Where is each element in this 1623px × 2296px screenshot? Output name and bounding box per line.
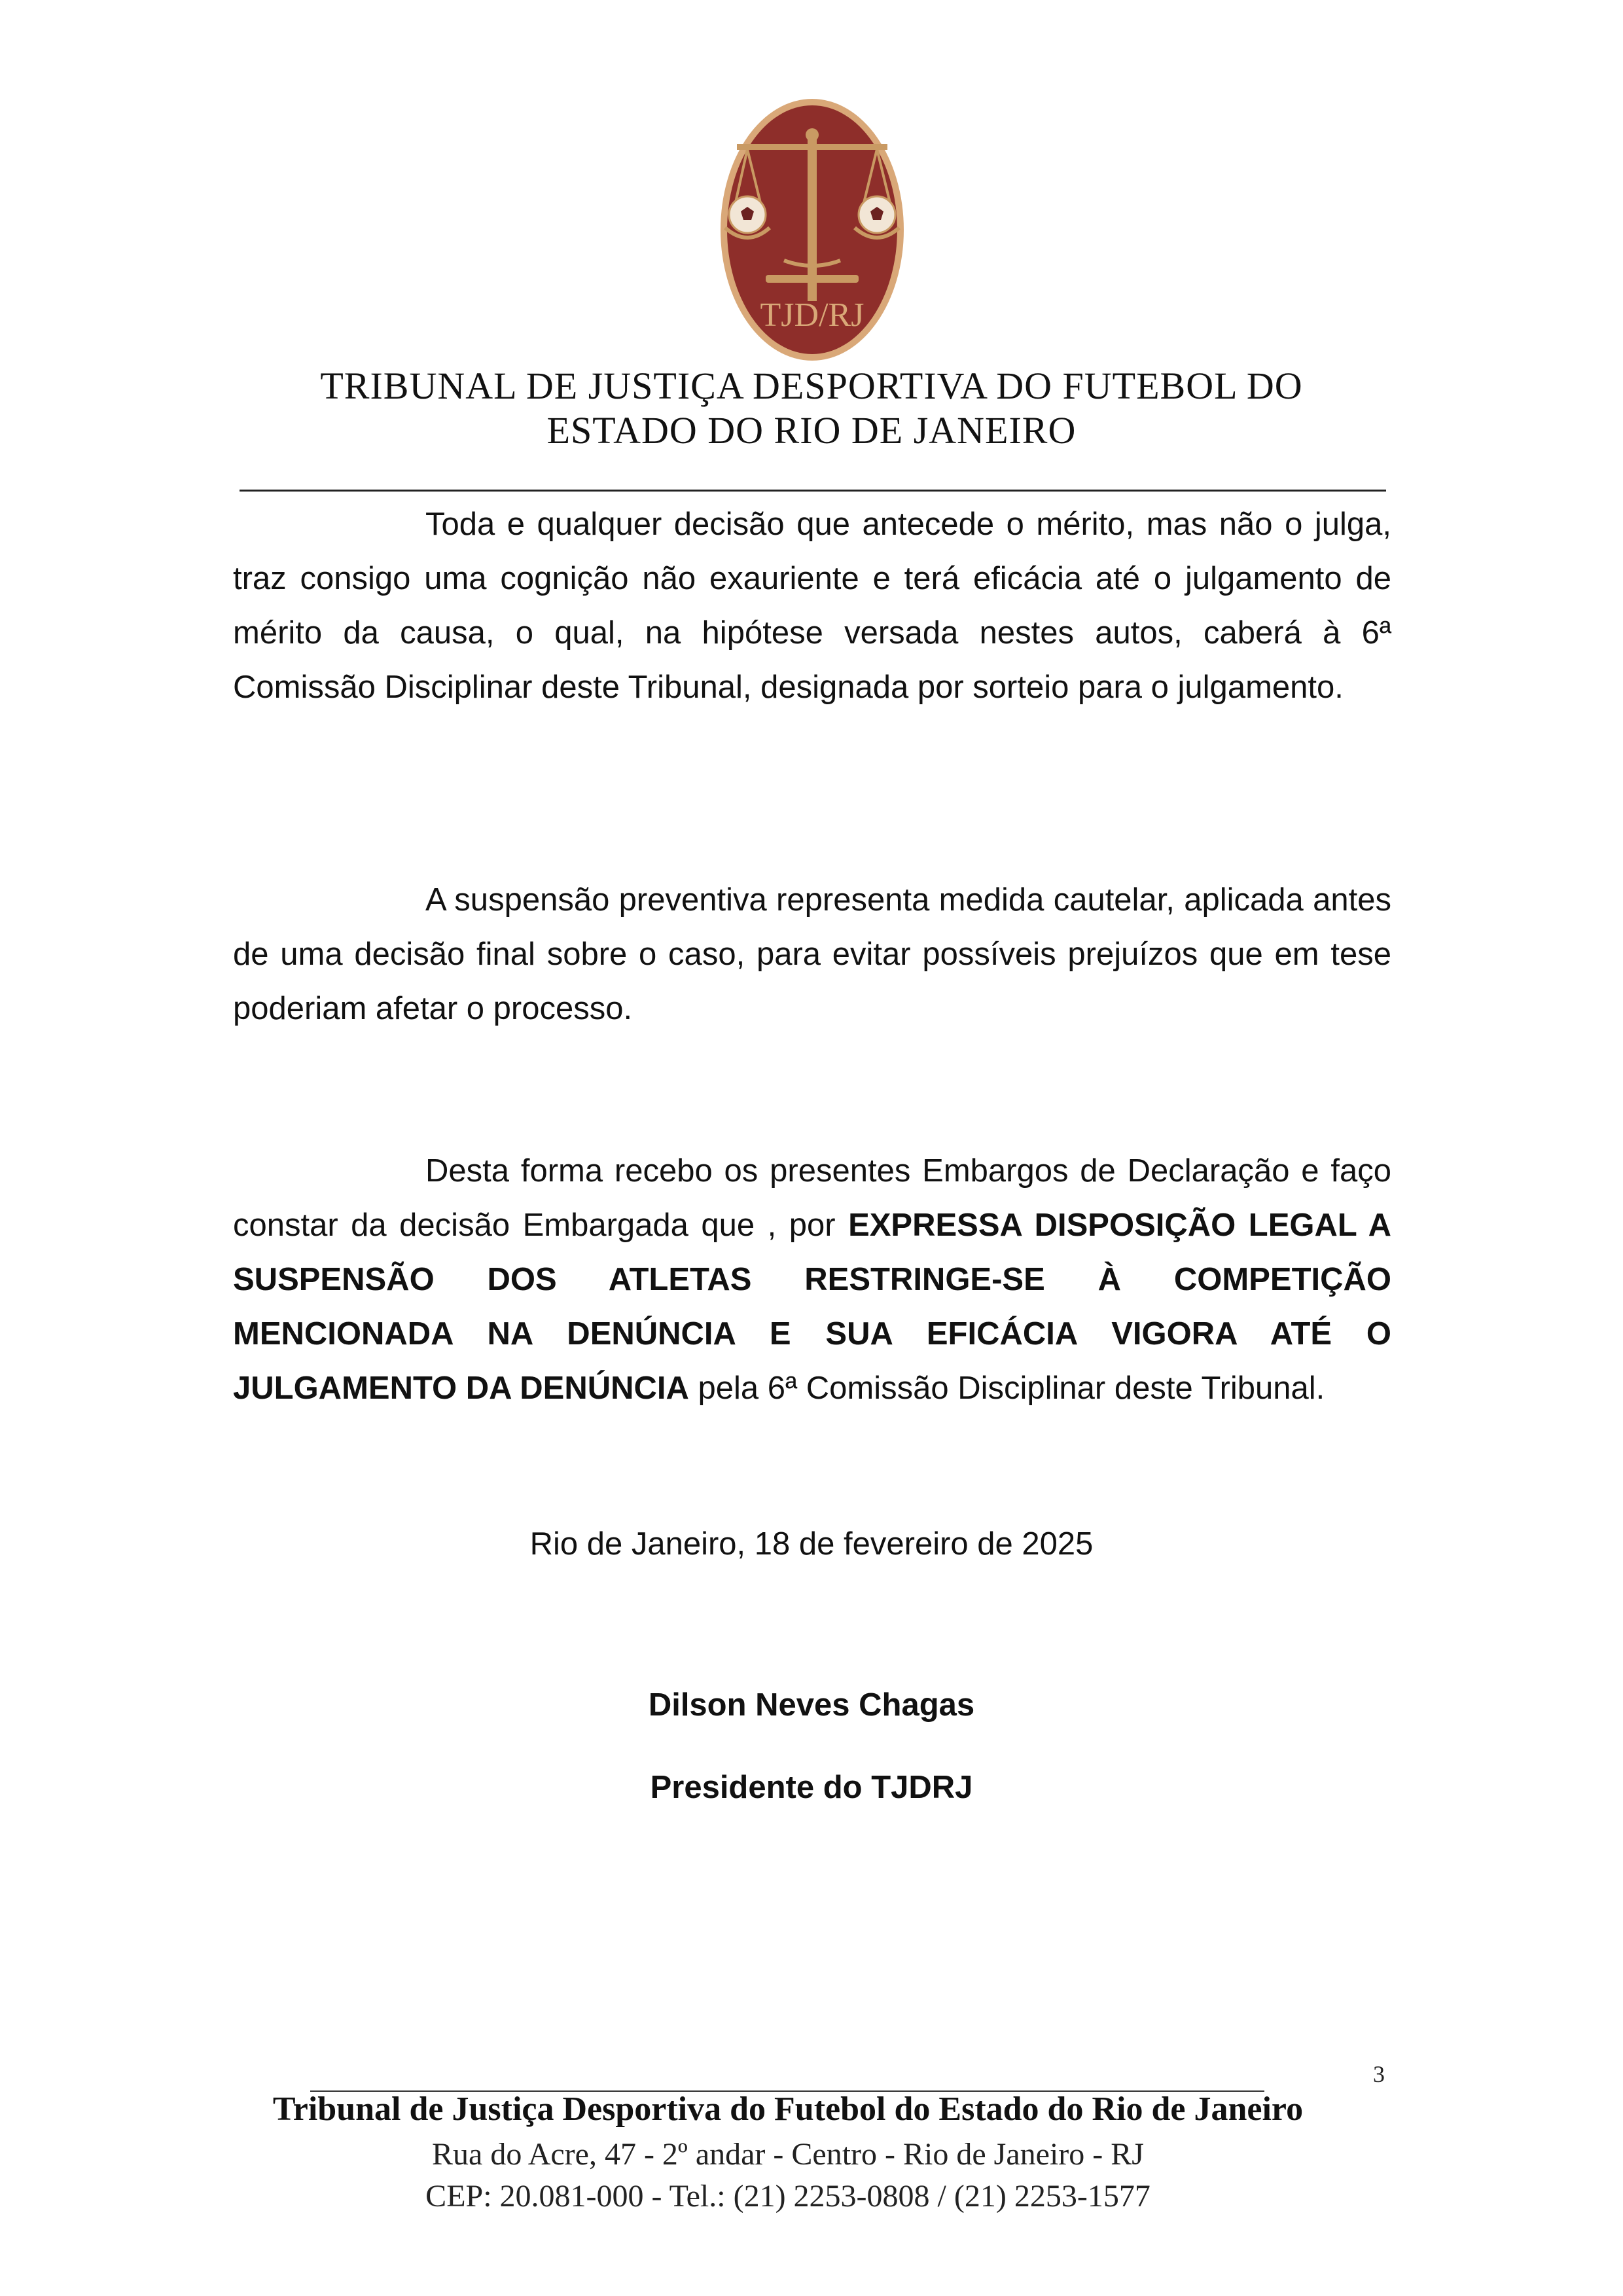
footer-address: Rua do Acre, 47 - 2º andar - Centro - Rio de Janeiro - RJ: [432, 2137, 1144, 2172]
paragraph-3: [233, 1144, 1391, 1416]
paragraph-3-text-end: pela 6ª Comissão Disciplinar deste Tribunal.: [688, 1371, 1325, 1406]
paragraph-2: [233, 873, 1391, 1036]
header-title-line-2: ESTADO DO RIO DE JANEIRO: [546, 409, 1077, 452]
header-divider: [240, 490, 1386, 492]
page-number: 3: [1373, 2061, 1385, 2087]
tjdrj-logo: [719, 97, 906, 363]
paragraph-1-text: Toda e qualquer decisão que antecede o mérito, mas não o julga, traz consigo uma cognição não exauriente e terá eficácia até o julgamento de mérito da causa, o qual, na hipótese versada nestes autos, caberá à 6ª Comissão Disciplinar deste Tribunal, designada por sorteio para o julgamento.: [233, 507, 1391, 705]
date-line: Rio de Janeiro, 18 de fevereiro de 2025: [529, 1526, 1094, 1562]
signatory-role: Presidente do TJDRJ: [650, 1770, 973, 1805]
paragraph-1: [233, 497, 1391, 715]
signatory-name: Dilson Neves Chagas: [648, 1687, 975, 1723]
header-title-line-1: TRIBUNAL DE JUSTIÇA DESPORTIVA DO FUTEBOL DO: [320, 365, 1303, 407]
paragraph-3-bold-text: EXPRESSA DISPOSIÇÃO LEGAL A SUSPENSÃO DOS ATLETAS RESTRINGE-SE À COMPETIÇÃO MENCIONADA NA DENÚNCIA E SUA EFICÁCIA VIGORA ATÉ O JULGAMENTO DA DENÚNCIA: [233, 1208, 1391, 1406]
footer-contact: CEP: 20.081-000 - Tel.: (21) 2253-0808 / (21) 2253-1577: [425, 2179, 1150, 2214]
paragraph-2-text: A suspensão preventiva representa medida cautelar, aplicada antes de uma decisão final sobre o caso, para evitar possíveis prejuízos que em tese poderiam afetar o processo.: [233, 882, 1391, 1026]
paragraph-3-text-start: Desta forma recebo os presentes Embargos de Declaração e faço constar da decisão Embargada que , por: [233, 1153, 1391, 1243]
footer-institution-name: Tribunal de Justiça Desportiva do Futebol do Estado do Rio de Janeiro: [272, 2090, 1304, 2128]
logo-text: TJD/RJ: [760, 296, 865, 334]
